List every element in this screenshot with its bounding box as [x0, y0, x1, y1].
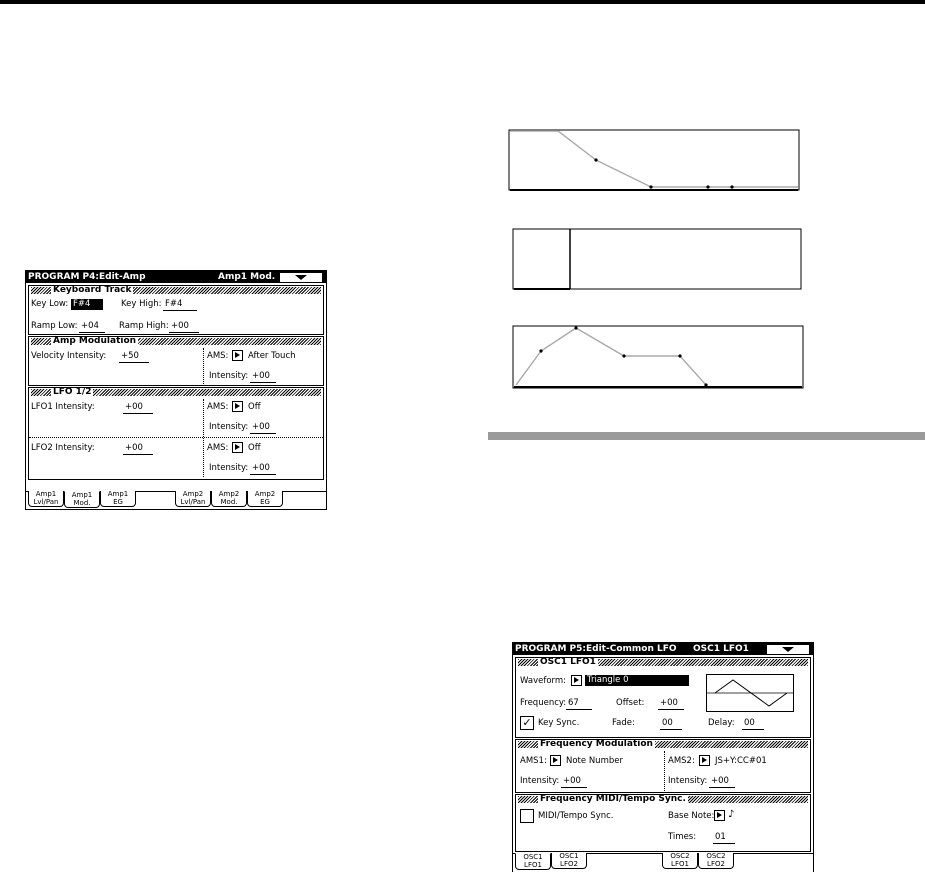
intensity-label: Intensity: — [209, 371, 249, 381]
ams2-value[interactable]: JS+Y:CC#01 — [715, 756, 767, 766]
times-label: Times: — [668, 832, 697, 842]
tab-amp1-mod[interactable]: Amp1 Mod. — [64, 491, 100, 508]
common-lfo-edit-screen — [512, 642, 814, 872]
lfo2-intensity2-field[interactable]: +00 — [250, 464, 276, 475]
envelope-graph — [512, 325, 805, 391]
page-name: Amp1 Mod. — [218, 271, 276, 282]
tab-amp2-mod[interactable]: Amp2 Mod. — [211, 491, 247, 507]
lfo2-ams-select-arrow-icon[interactable] — [232, 442, 243, 453]
lfo2-intensity-field[interactable]: +00 — [123, 444, 153, 455]
screen-title: PROGRAM P5:Edit-Common LFO — [515, 643, 677, 654]
waveform-label: Waveform: — [520, 676, 567, 686]
section-heading: Amp Modulation — [53, 336, 137, 346]
key-sync-label: Key Sync. — [538, 718, 580, 728]
amp-edit-screen — [25, 270, 327, 510]
page-menu-button[interactable] — [280, 273, 322, 282]
section-heading: Frequency MIDI/Tempo Sync. — [540, 794, 686, 804]
velocity-intensity-label: Velocity Intensity: — [31, 351, 107, 361]
ams1-value[interactable]: Note Number — [566, 756, 623, 766]
lfo2-ams-value[interactable]: Off — [248, 443, 261, 453]
amp-titlebar — [26, 271, 326, 283]
tab-osc1-lfo2[interactable]: OSC1 LFO2 — [551, 853, 587, 869]
screen-title: PROGRAM P4:Edit-Amp — [28, 271, 146, 282]
offset-label: Offset: — [616, 698, 645, 708]
base-note-select-arrow-icon[interactable] — [714, 810, 725, 821]
lfo1-intensity2-label: Intensity: — [209, 422, 249, 432]
key-low-field[interactable]: F#4 — [71, 299, 103, 310]
key-low-label: Key Low: — [31, 299, 69, 309]
fade-label: Fade: — [612, 718, 635, 728]
chevron-down-icon — [295, 275, 307, 280]
lfo1-intensity-label: LFO1 Intensity: — [31, 402, 95, 412]
ams2-select-arrow-icon[interactable] — [699, 755, 710, 766]
ams1-select-arrow-icon[interactable] — [550, 755, 561, 766]
keyboard-track-section — [28, 285, 324, 335]
ams1-label: AMS1: — [520, 756, 547, 766]
tab-osc2-lfo2[interactable]: OSC2 LFO2 — [698, 853, 734, 869]
intensity1-field[interactable]: +00 — [561, 777, 587, 788]
ramp-high-label: Ramp High: — [119, 321, 169, 331]
intensity2-label: Intensity: — [668, 776, 708, 786]
key-high-field[interactable]: F#4 — [163, 300, 197, 311]
delay-label: Delay: — [708, 718, 735, 728]
lfo1-ams-select-arrow-icon[interactable] — [232, 401, 243, 412]
ams-label: AMS: — [207, 351, 229, 361]
page-menu-button[interactable] — [767, 645, 809, 654]
fade-field[interactable]: 00 — [660, 719, 682, 730]
key-sync-checkbox[interactable]: ✓ — [520, 716, 534, 730]
osc1-lfo1-section — [515, 657, 811, 738]
lfo12-section — [28, 387, 324, 480]
step-graph — [512, 228, 804, 292]
frequency-modulation-section — [515, 739, 811, 793]
intensity-field[interactable]: +00 — [250, 372, 276, 383]
intensity2-field[interactable]: +00 — [709, 777, 735, 788]
keyboard-track-graph — [508, 129, 801, 193]
base-note-value[interactable]: ♪ — [728, 809, 735, 820]
times-field[interactable]: 01 — [713, 833, 735, 844]
lfo2-ams-label: AMS: — [207, 443, 229, 453]
lfo1-intensity-field[interactable]: +00 — [123, 403, 153, 414]
key-high-label: Key High: — [121, 299, 162, 309]
section-heading: LFO 1/2 — [53, 387, 92, 397]
ams-value[interactable]: After Touch — [248, 351, 296, 361]
ramp-high-field[interactable]: +00 — [169, 322, 199, 333]
lfo1-intensity2-field[interactable]: +00 — [250, 423, 276, 434]
tab-amp2-eg[interactable]: Amp2 EG — [247, 491, 283, 507]
lfo1-ams-label: AMS: — [207, 402, 229, 412]
midi-tempo-sync-label: MIDI/Tempo Sync. — [538, 811, 614, 821]
section-divider — [488, 432, 925, 440]
waveform-select-arrow-icon[interactable] — [571, 675, 582, 686]
lfo1-ams-value[interactable]: Off — [248, 402, 261, 412]
page-tabs — [26, 491, 326, 509]
chevron-down-icon — [782, 647, 794, 652]
page-tabs — [513, 853, 813, 872]
ramp-low-field[interactable]: +04 — [79, 322, 105, 333]
waveform-preview — [706, 674, 794, 712]
lfo-titlebar — [513, 643, 813, 655]
page-top-rule — [0, 0, 925, 4]
frequency-midi-tempo-sync-section — [515, 794, 811, 852]
frequency-label: Frequency: — [520, 698, 567, 708]
tab-amp1-eg[interactable]: Amp1 EG — [100, 491, 136, 507]
tab-osc2-lfo1[interactable]: OSC2 LFO1 — [662, 853, 698, 869]
ams-select-arrow-icon[interactable] — [232, 350, 243, 361]
frequency-field[interactable]: 67 — [566, 699, 592, 710]
tab-amp2-lvl-pan[interactable]: Amp2 Lvl/Pan — [175, 491, 211, 507]
tab-osc1-lfo1[interactable]: OSC1 LFO1 — [515, 853, 551, 870]
offset-field[interactable]: +00 — [658, 699, 684, 710]
page-name: OSC1 LFO1 — [693, 643, 749, 654]
intensity1-label: Intensity: — [520, 776, 560, 786]
amp-modulation-section — [28, 336, 324, 386]
delay-field[interactable]: 00 — [742, 719, 764, 730]
tab-amp1-lvl-pan[interactable]: Amp1 Lvl/Pan — [28, 491, 64, 507]
ramp-low-label: Ramp Low: — [31, 321, 78, 331]
lfo2-intensity-label: LFO2 Intensity: — [31, 443, 95, 453]
section-heading: Keyboard Track — [53, 285, 132, 295]
lfo2-intensity2-label: Intensity: — [209, 463, 249, 473]
ams2-label: AMS2: — [668, 756, 695, 766]
base-note-label: Base Note: — [668, 811, 715, 821]
section-heading: Frequency Modulation — [540, 739, 653, 749]
section-heading: OSC1 LFO1 — [540, 657, 596, 667]
velocity-intensity-field[interactable]: +50 — [119, 352, 149, 363]
midi-tempo-sync-checkbox[interactable] — [520, 809, 534, 823]
waveform-field[interactable]: Triangle 0 — [585, 675, 689, 686]
